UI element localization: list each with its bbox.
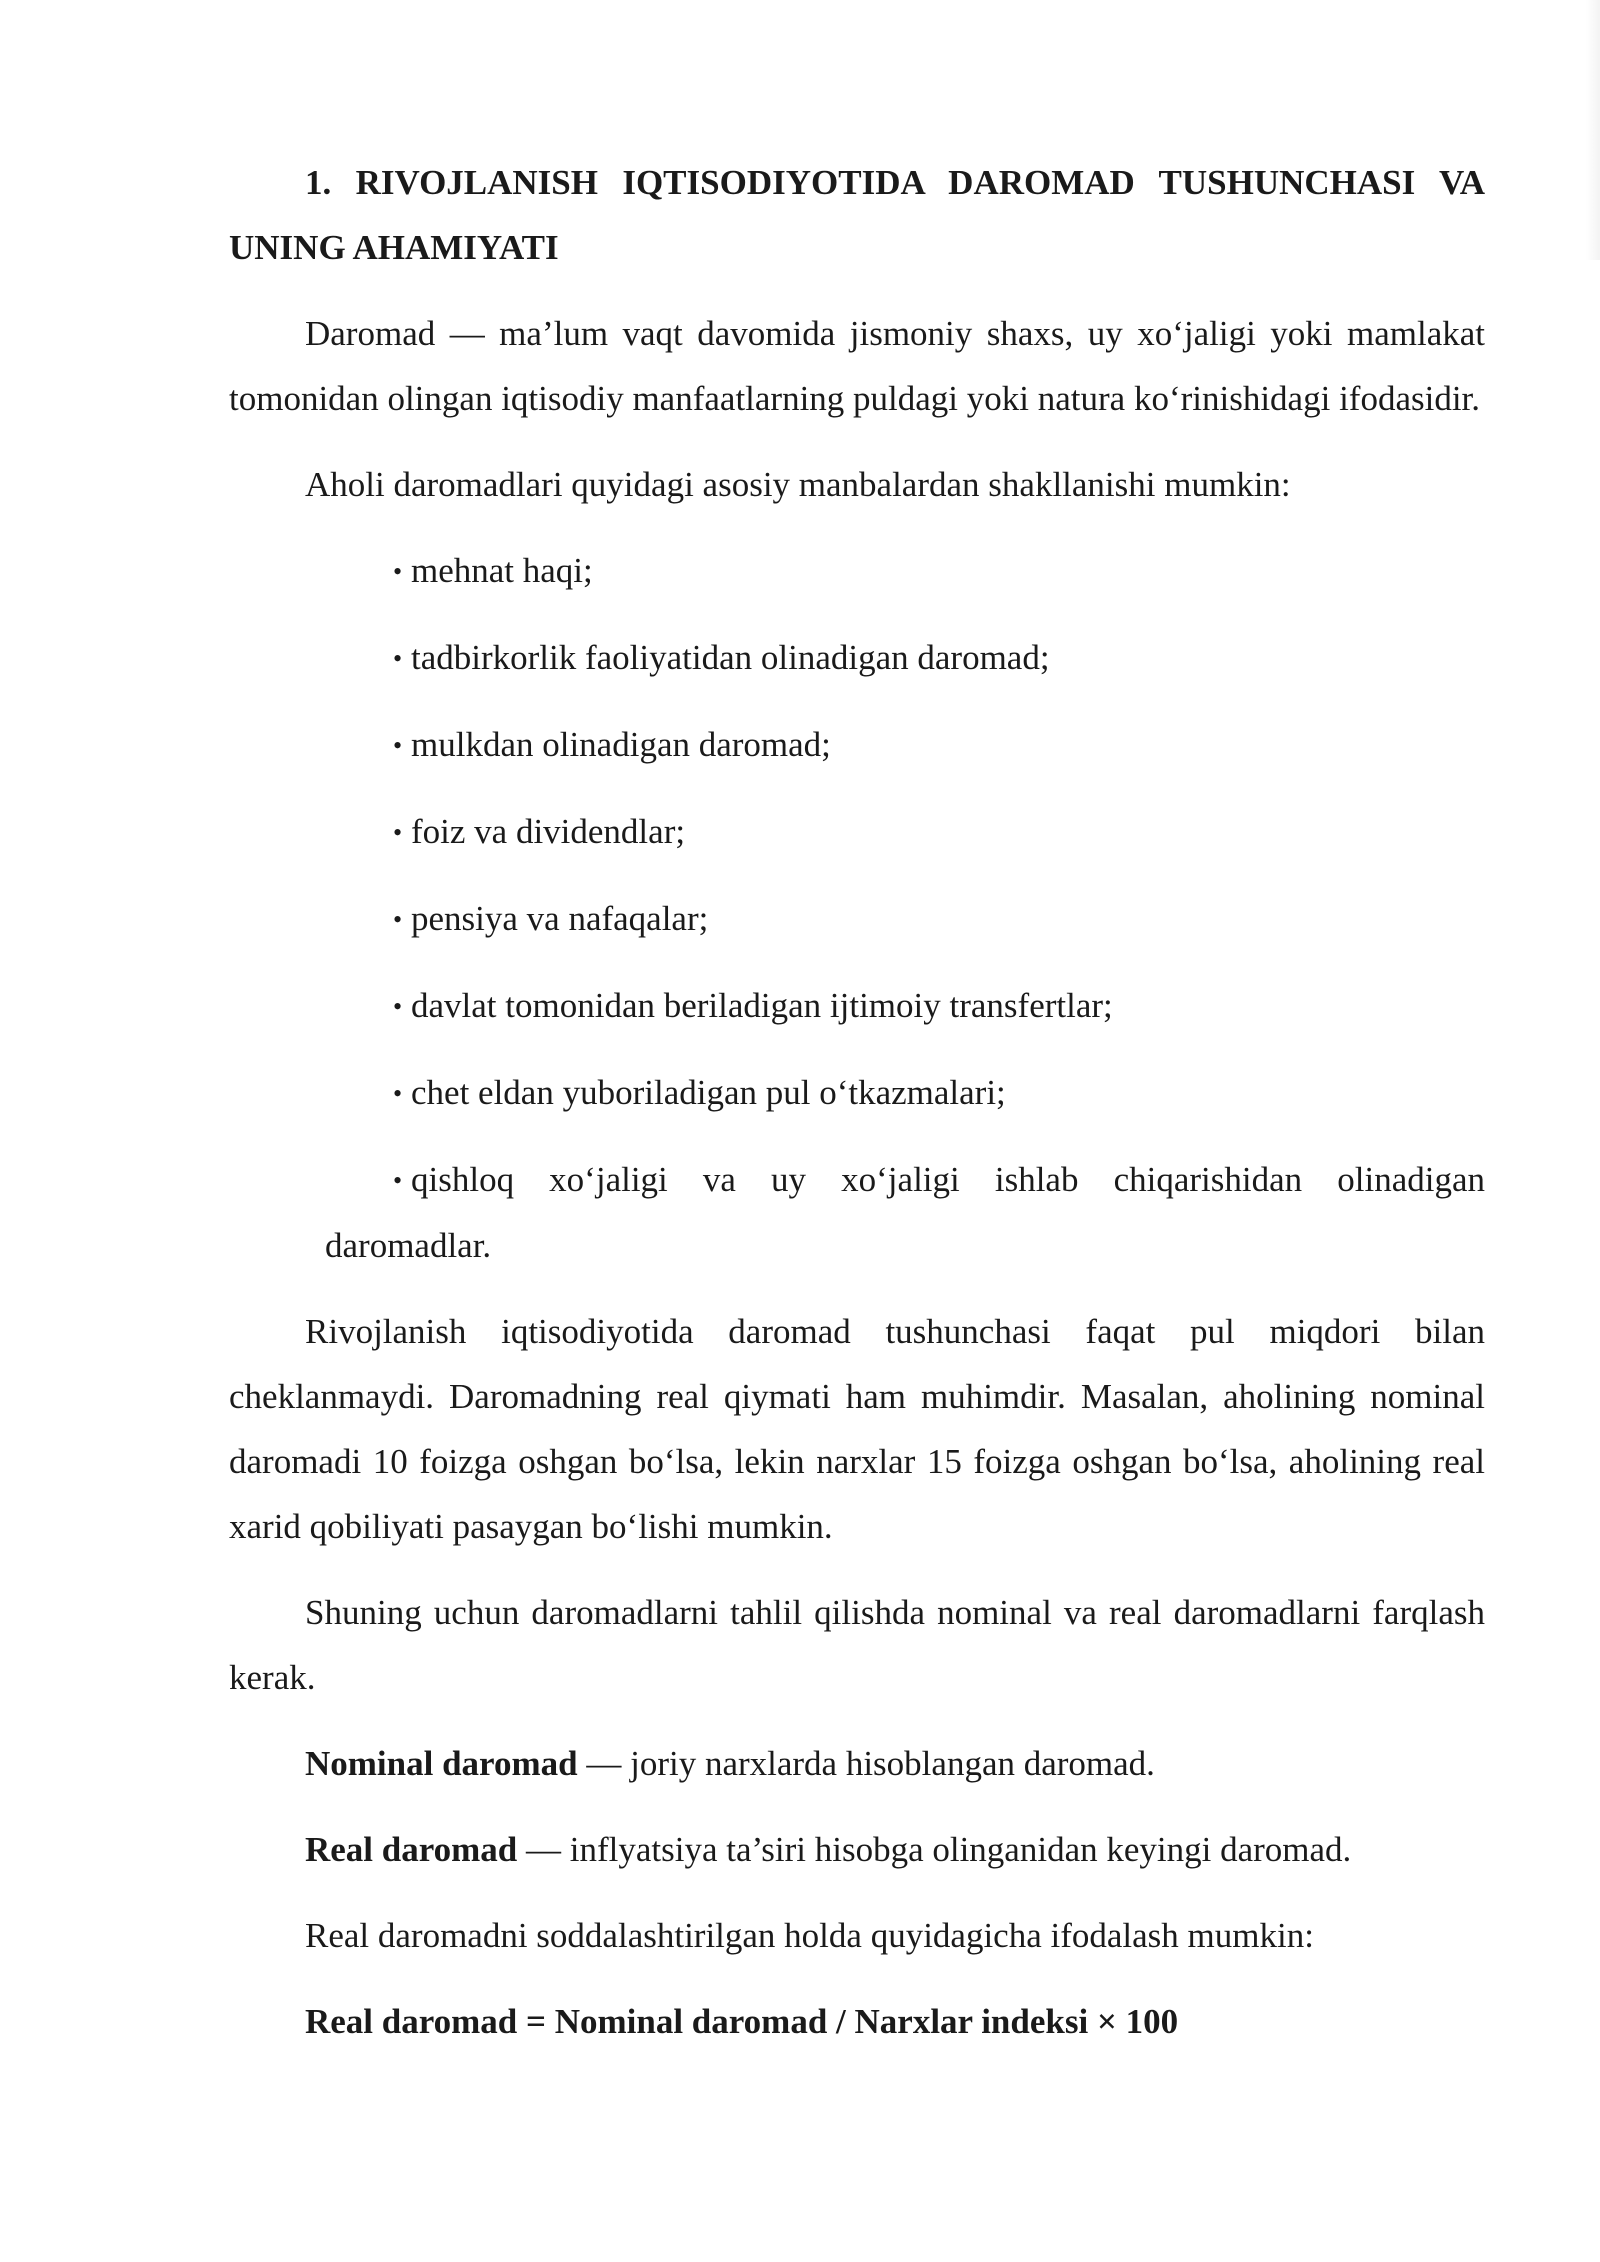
bullet-icon: • [393, 731, 403, 760]
bullet-icon: • [393, 644, 403, 673]
list-item-text: pensiya va nafaqalar; [411, 899, 709, 938]
list-item [393, 973, 1485, 1039]
list-item-text: qishloq xo‘jaligi va uy xo‘jaligi ishlab chiqarishidan olinadigan [411, 1160, 1485, 1199]
list-item-text: chet eldan yuboriladigan pul o‘tkazmalari; [411, 1073, 1006, 1112]
bullet-icon: • [393, 818, 403, 847]
list-item-text: mehnat haqi; [411, 551, 593, 590]
list-item-text: foiz va dividendlar; [411, 812, 686, 851]
sources-intro: Aholi daromadlari quyidagi asosiy manbalardan shakllanishi mumkin: [305, 465, 1291, 504]
bullet-icon: • [393, 992, 403, 1021]
list-item [393, 625, 1485, 691]
list-item-continuation: daromadlar. [325, 1226, 492, 1265]
list-item [393, 712, 1485, 778]
list-item [393, 1060, 1485, 1126]
nominal-income-text: — joriy narxlarda hisoblangan daromad. [577, 1744, 1155, 1783]
nominal-income-term: Nominal daromad [305, 1744, 578, 1783]
nominal-income-definition [229, 1731, 1485, 1796]
list-item-text: davlat tomonidan beriladigan ijtimoiy transfertlar; [411, 986, 1113, 1025]
real-income-formula: Real daromad = Nominal daromad / Narxlar indeksi × 100 [305, 2002, 1179, 2041]
income-sources-list [229, 538, 1485, 1278]
list-item [229, 1147, 1485, 1278]
list-item [393, 538, 1485, 604]
intro-paragraph: Daromad — ma’lum vaqt davomida jismoniy shaxs, uy xo‘jaligi yoki mamlakat tomonidan olingan iqtisodiy manfaatlarning puldagi yoki natura ko‘rinishidagi ifodasidir. [229, 314, 1485, 418]
list-item [393, 886, 1485, 952]
real-income-text: — inflyatsiya ta’siri hisobga olinganidan keyingi daromad. [517, 1830, 1352, 1869]
real-income-definition [229, 1817, 1485, 1882]
bullet-icon: • [393, 1166, 403, 1195]
real-income-term: Real daromad [305, 1830, 518, 1869]
list-item [393, 799, 1485, 865]
list-item-first-line [325, 1147, 1485, 1213]
document-body [229, 150, 1485, 2054]
bullet-icon: • [393, 905, 403, 934]
bullet-icon: • [393, 1079, 403, 1108]
list-item-text: tadbirkorlik faoliyatidan olinadigan daromad; [411, 638, 1050, 677]
real-value-paragraph: Rivojlanish iqtisodiyotida daromad tushunchasi faqat pul miqdori bilan cheklanmaydi. Daromadning real qiymati ham muhimdir. Masalan, aholining nominal daromadi 10 foizga oshgan bo‘lsa, lekin narxlar 15 foizga oshgan bo‘lsa, aholining real xarid qobiliyati pasaygan bo‘lishi mumkin. [229, 1312, 1485, 1546]
formula-intro: Real daromadni soddalashtirilgan holda quyidagicha ifodalash mumkin: [305, 1916, 1314, 1955]
bullet-icon: • [393, 557, 403, 586]
page-edge-shadow [1586, 0, 1600, 260]
section-heading: 1. RIVOJLANISH IQTISODIYOTIDA DAROMAD TUSHUNCHASI VA UNING AHAMIYATI [229, 163, 1485, 267]
distinction-paragraph: Shuning uchun daromadlarni tahlil qilishda nominal va real daromadlarni farqlash kerak. [229, 1593, 1485, 1697]
list-item-text: mulkdan olinadigan daromad; [411, 725, 831, 764]
